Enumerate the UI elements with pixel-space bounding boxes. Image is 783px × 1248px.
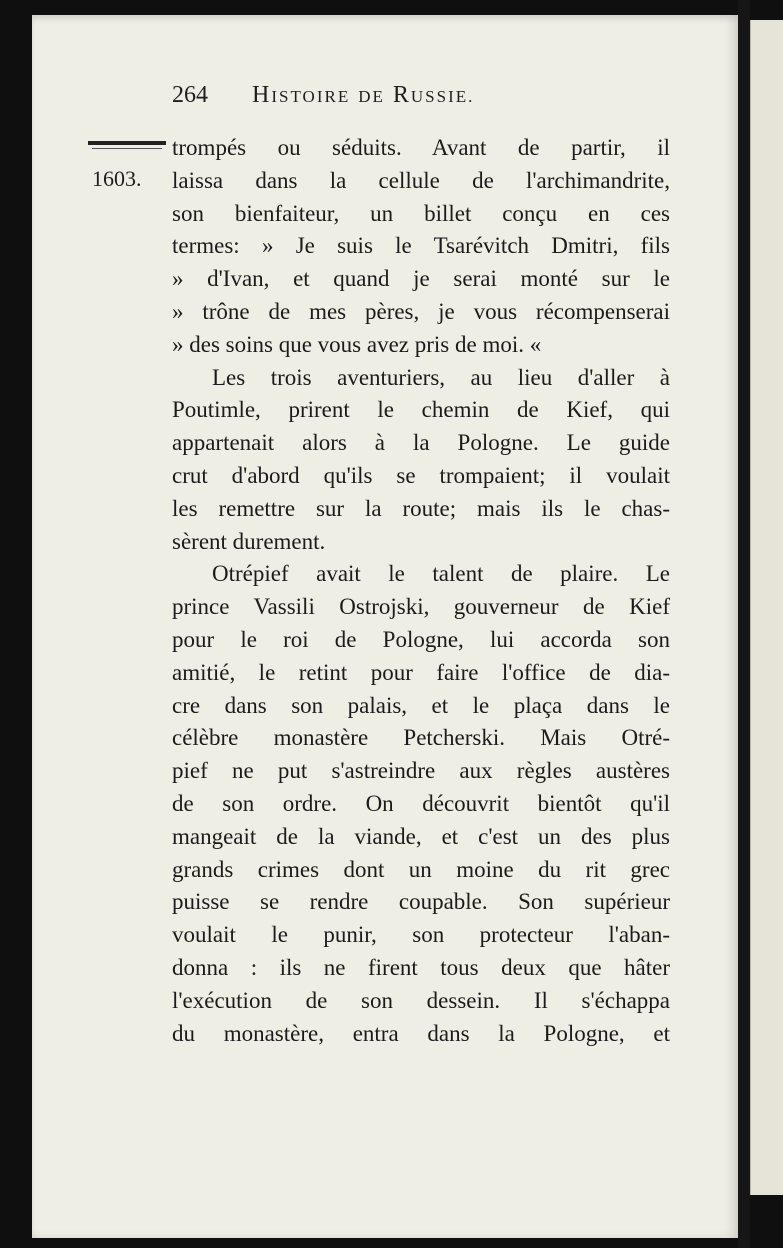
text-line: Poutimle, prirent le chemin de Kief, qui [172,397,670,423]
text-line: crut d'abord qu'ils se trompaient; il voulait [172,462,670,488]
margin-rule-thin [92,148,162,149]
text-line: de son ordre. On découvrit bientôt qu'il [172,790,670,816]
text-line: célèbre monastère Petcherski. Mais Otré- [172,725,670,751]
text-line: l'exécution de son dessein. Il s'échappa [172,987,670,1013]
text-line: grands crimes dont un moine du rit grec [172,856,670,882]
text-line: trompés ou séduits. Avant de partir, il [172,135,670,160]
title-cap-h: H [252,82,272,108]
facing-page-edge [750,20,783,1195]
title-cap-r: R [392,82,411,108]
margin-rule [88,141,166,145]
text-line: mangeait de la viande, et c'est un des plus [172,823,670,849]
margin-year: 1603. [92,166,142,191]
text-line: amitié, le retint pour faire l'office de dia- [172,659,670,685]
running-title [252,82,474,109]
text-line: pour le roi de Pologne, lui accorda son [172,626,670,652]
text-line: cre dans son palais, et le plaça dans le [172,692,670,718]
text-line: pief ne put s'astreindre aux règles austères [172,758,670,784]
text-line: Les trois aventuriers, au lieu d'aller à [212,364,670,390]
page-number: 264 [172,82,208,108]
book-gutter [738,0,750,1248]
title-word-russie: USSIE. [410,87,475,106]
text-line: termes: » Je suis le Tsarévitch Dmitri, fils [172,233,670,259]
text-line: prince Vassili Ostrojski, gouverneur de Kief [172,594,670,620]
text-line: » des soins que vous avez pris de moi. « [172,331,542,357]
text-line: son bienfaiteur, un billet conçu en ces [172,200,670,226]
text-line: laissa dans la cellule de l'archimandrite, [172,167,670,193]
text-line: puisse se rendre coupable. Son supérieur [172,889,670,915]
text-line: » trône de mes pères, je vous récompenserai [172,298,670,324]
title-word-histoire: ISTOIRE [271,87,351,106]
text-line: sèrent durement. [172,528,326,554]
text-line: les remettre sur la route; mais ils le chas- [172,495,670,521]
text-line: » d'Ivan, et quand je serai monté sur le [172,266,670,292]
text-line: appartenait alors à la Pologne. Le guide [172,430,670,456]
text-line: du monastère, entra dans la Pologne, et [172,1020,670,1046]
title-word-de: DE [358,87,385,106]
text-line: voulait le punir, son protecteur l'aban- [172,922,670,948]
text-line: Otrépief avait le talent de plaire. Le [212,561,670,587]
body-text [172,132,670,1050]
text-line: donna : ils ne firent tous deux que hâter [172,954,670,980]
